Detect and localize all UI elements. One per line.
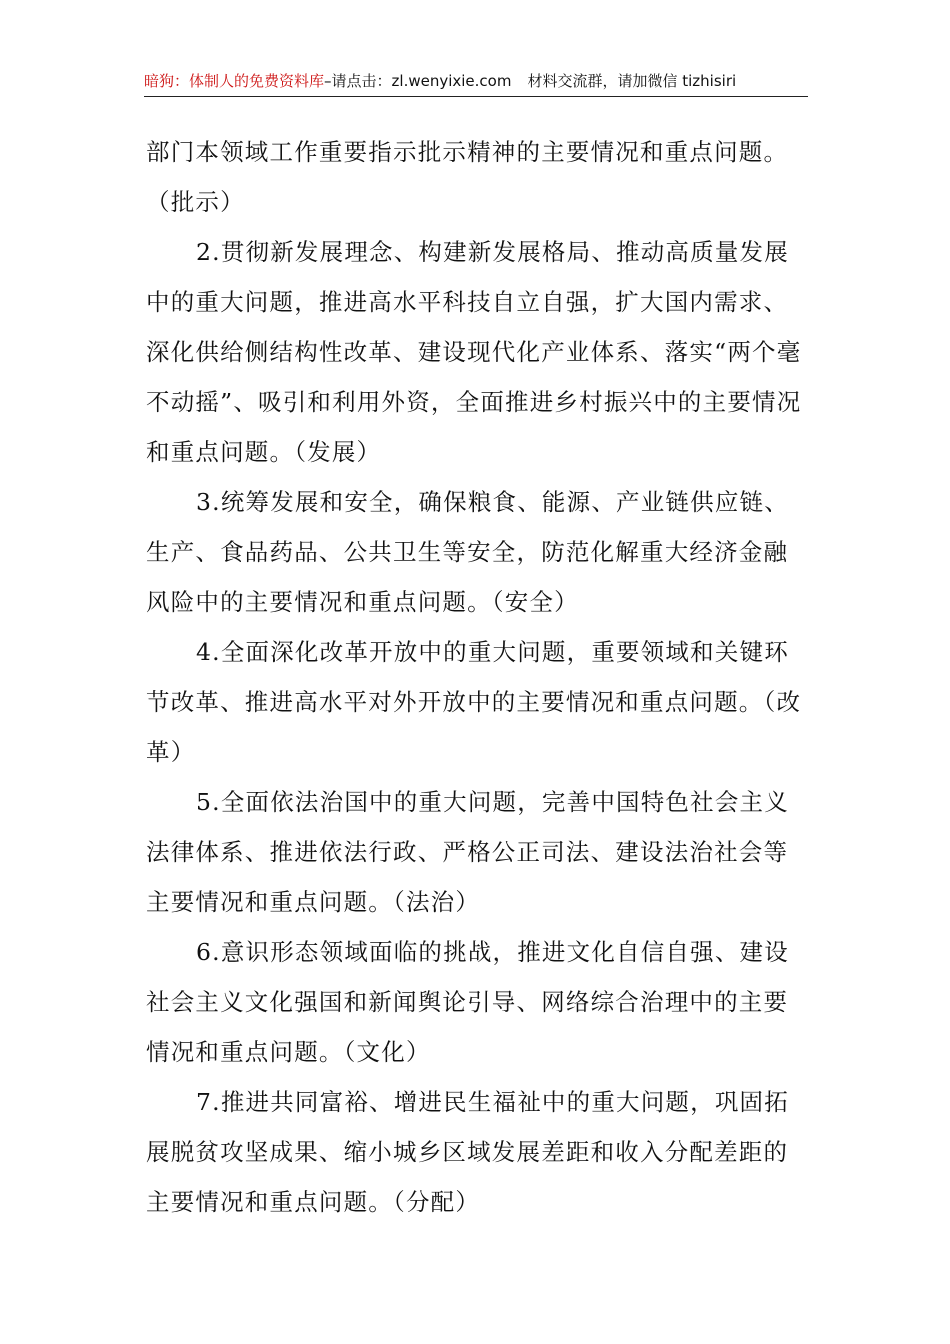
paragraph-3: 3.统筹发展和安全，确保粮食、能源、产业链供应链、生产、食品药品、公共卫生等安全，防范化解重大经济金融风险中的主要情况和重点问题。（安全） <box>146 488 789 616</box>
header-url-link[interactable]: zl.wenyixie.com <box>391 72 512 90</box>
paragraph-5: 5.全面依法治国中的重大问题，完善中国特色社会主义法律体系、推进依法行政、严格公正司法、建设法治社会等主要情况和重点问题。（法治） <box>146 788 789 916</box>
header-brand: 暗狗：体制人的免费资料库 <box>144 72 325 90</box>
page-header <box>144 66 808 96</box>
paragraph-6: 6.意识形态领域面临的挑战，推进文化自信自强、建设社会主义文化强国和新闻舆论引导、网络综合治理中的主要情况和重点问题。（文化） <box>146 938 789 1066</box>
header-divider <box>144 96 808 97</box>
header-click-prefix: –请点击： <box>324 72 392 90</box>
header-group-text: 材料交流群，请加微信 tizhisiri <box>527 72 737 90</box>
paragraph-2: 2.贯彻新发展理念、构建新发展格局、推动高质量发展中的重大问题，推进高水平科技自立自强，扩大国内需求、深化供给侧结构性改革、建设现代化产业体系、落实“两个毫不动摇”、吸引和利用外资，全面推进乡村振兴中的主要情况和重点问题。（发展） <box>146 238 802 466</box>
paragraph-1: 部门本领域工作重要指示批示精神的主要情况和重点问题。（批示） <box>146 138 789 216</box>
paragraph-7: 7.推进共同富裕、增进民生福祉中的重大问题，巩固拓展脱贫攻坚成果、缩小城乡区域发展差距和收入分配差距的主要情况和重点问题。（分配） <box>146 1088 789 1216</box>
paragraph-4: 4.全面深化改革开放中的重大问题，重要领域和关键环节改革、推进高水平对外开放中的主要情况和重点问题。（改革） <box>146 638 802 766</box>
document-body <box>146 127 806 1227</box>
